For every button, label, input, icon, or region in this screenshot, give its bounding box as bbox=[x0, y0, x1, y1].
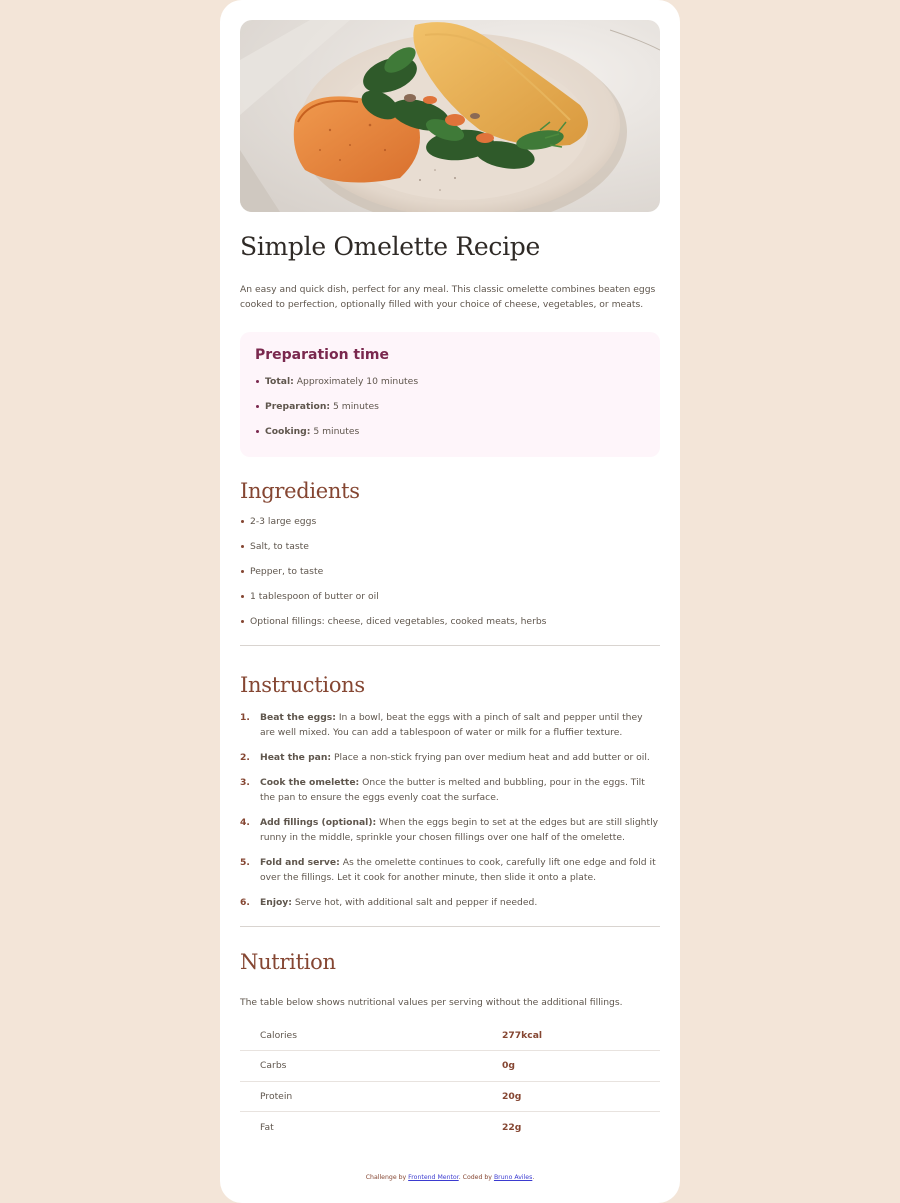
instructions-section bbox=[240, 672, 660, 910]
prep-label: Total: bbox=[265, 376, 294, 387]
footer-middle: . Coded by bbox=[458, 1174, 494, 1181]
step-number: 4. bbox=[240, 817, 250, 828]
frontend-mentor-link[interactable]: Frontend Mentor bbox=[408, 1174, 459, 1181]
list-item: 2-3 large eggs bbox=[240, 514, 660, 529]
instructions-heading: Instructions bbox=[240, 673, 365, 697]
list-item bbox=[240, 775, 660, 805]
step-text: When the eggs begin to set at the edges but are still slightly runny in the middle, sprinkle your chosen fillings over one half of the omelette. bbox=[260, 817, 659, 843]
recipe-title: Simple Omelette Recipe bbox=[240, 232, 541, 261]
ingredients-section bbox=[240, 478, 660, 629]
list-item bbox=[255, 399, 645, 414]
section-divider bbox=[240, 926, 660, 927]
list-item bbox=[255, 374, 645, 389]
list-item bbox=[240, 855, 660, 885]
list-item: 1 tablespoon of butter or oil bbox=[240, 589, 660, 604]
step-label: Heat the pan: bbox=[260, 752, 332, 763]
step-number: 6. bbox=[240, 897, 250, 908]
nutrition-section bbox=[240, 949, 660, 1142]
nutrient-label: Fat bbox=[260, 1121, 274, 1133]
list-item: Optional fillings: cheese, diced vegetables, cooked meats, herbs bbox=[240, 614, 660, 629]
step-label: Beat the eggs: bbox=[260, 712, 336, 723]
list-item bbox=[240, 750, 660, 765]
prep-value: 5 minutes bbox=[313, 426, 360, 437]
nutrient-value: 0g bbox=[502, 1051, 660, 1082]
recipe-intro: An easy and quick dish, perfect for any meal. This classic omelette combines beaten eggs cooked to perfection, optionally filled with your choice of cheese, vegetables, or meats. bbox=[240, 284, 656, 310]
author-link[interactable]: Bruno Aviles bbox=[493, 1174, 533, 1181]
preparation-heading: Preparation time bbox=[255, 347, 390, 363]
attribution-footer bbox=[220, 1174, 680, 1181]
instructions-list bbox=[240, 710, 660, 910]
nutrition-heading: Nutrition bbox=[240, 950, 336, 974]
preparation-time-box bbox=[240, 332, 660, 457]
section-divider bbox=[240, 645, 660, 646]
step-label: Enjoy: bbox=[260, 897, 292, 908]
list-item: Pepper, to taste bbox=[240, 564, 660, 579]
prep-label: Cooking: bbox=[265, 426, 311, 437]
table-row bbox=[240, 1081, 660, 1112]
nutrient-label: Calories bbox=[240, 1020, 502, 1051]
list-item bbox=[240, 895, 660, 910]
list-item bbox=[240, 710, 660, 740]
prep-label: Preparation: bbox=[265, 401, 331, 412]
step-number: 1. bbox=[240, 712, 250, 723]
step-label: Cook the omelette: bbox=[260, 777, 360, 788]
table-row bbox=[240, 1051, 660, 1082]
step-text: Serve hot, with additional salt and pepper if needed. bbox=[294, 897, 538, 908]
step-number: 2. bbox=[240, 752, 250, 763]
nutrition-table bbox=[240, 1020, 660, 1142]
step-text: Once the butter is melted and bubbling, pour in the eggs. Tilt the pan to ensure the eggs evenly coat the surface. bbox=[260, 777, 645, 803]
nutrient-value: 22g bbox=[502, 1121, 522, 1133]
table-row bbox=[240, 1112, 660, 1143]
ingredients-list bbox=[240, 514, 660, 629]
recipe-hero-image bbox=[240, 20, 660, 212]
list-item: Salt, to taste bbox=[240, 539, 660, 554]
table-row bbox=[240, 1020, 660, 1051]
ingredients-heading: Ingredients bbox=[240, 479, 360, 503]
step-number: 5. bbox=[240, 857, 250, 868]
nutrition-note: The table below shows nutritional values per serving without the additional fillings. bbox=[240, 997, 623, 1008]
list-item bbox=[255, 424, 645, 439]
nutrient-label: Protein bbox=[240, 1081, 502, 1112]
recipe-card bbox=[220, 0, 680, 1203]
footer-prefix: Challenge by bbox=[365, 1174, 409, 1181]
nutrient-label: Carbs bbox=[240, 1051, 502, 1082]
step-label: Fold and serve: bbox=[260, 857, 340, 868]
prep-value: 5 minutes bbox=[333, 401, 379, 412]
prep-value: Approximately 10 minutes bbox=[296, 376, 419, 387]
preparation-list bbox=[255, 374, 645, 439]
step-number: 3. bbox=[240, 777, 250, 788]
list-item bbox=[240, 815, 660, 845]
nutrient-value: 277kcal bbox=[502, 1020, 660, 1051]
step-text: Place a non-stick frying pan over medium heat and add butter or oil. bbox=[334, 752, 650, 763]
step-label: Add fillings (optional): bbox=[260, 817, 377, 828]
step-text: As the omelette continues to cook, carefully lift one edge and fold it over the fillings. Let it cook for another minute, then slide it onto a plate. bbox=[260, 857, 656, 883]
nutrient-value: 20g bbox=[502, 1081, 660, 1112]
step-text: In a bowl, beat the eggs with a pinch of salt and pepper until they are well mixed. You can add a tablespoon of water or milk for a fluffier texture. bbox=[260, 712, 643, 738]
footer-suffix: . bbox=[532, 1174, 535, 1181]
